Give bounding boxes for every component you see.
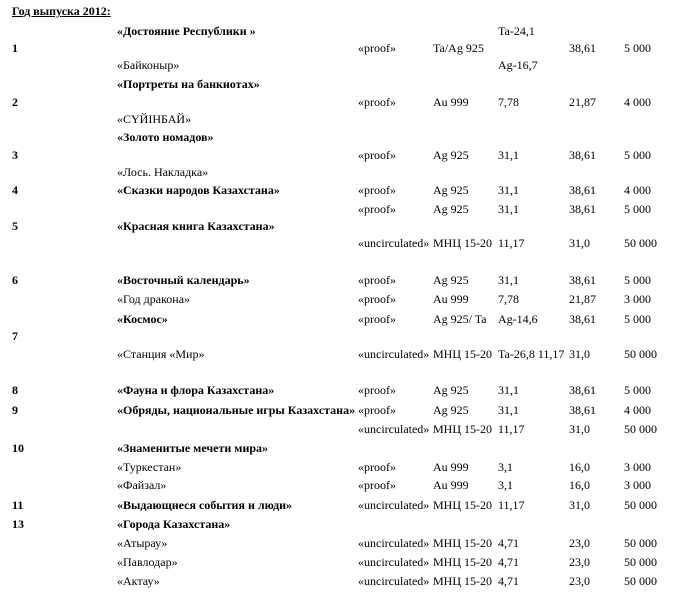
row-23-diameter: 16,0 [569,478,590,492]
row-17-diameter: 31,0 [569,347,590,361]
row-9-num: 4 [12,183,18,197]
row-27-quality: «uncirculated» [358,555,430,569]
row-9-diameter: 38,61 [569,183,596,197]
page-heading: Год выпуска 2012: [12,4,111,18]
row-20-quality: «uncirculated» [358,422,430,436]
row-22-quality: «proof» [358,460,396,474]
row-9-name: «Сказки народов Казахстана» [117,183,280,197]
row-18-num: 8 [12,383,18,397]
row-13-quality: «proof» [358,273,396,287]
row-2-weight: Ag-16,7 [498,58,538,72]
row-12-weight: 11,17 [498,236,525,250]
row-28-name: «Актау» [117,574,160,588]
row-20-diameter: 31,0 [569,422,590,436]
row-1-metal: Ta/Ag 925 [433,41,484,55]
row-3-name: «Портреты на банкнотах» [117,77,260,91]
row-9-metal: Ag 925 [433,183,469,197]
row-18-metal: Ag 925 [433,383,469,397]
row-12-diameter: 31,0 [569,236,590,250]
row-4-metal: Au 999 [433,95,469,109]
row-22-diameter: 16,0 [569,460,590,474]
row-13-weight: 31,1 [498,273,519,287]
row-13-diameter: 38,61 [569,273,596,287]
row-9-quality: «proof» [358,183,396,197]
row-23-metal: Au 999 [433,478,469,492]
row-26-metal: МНЦ 15-20 [433,536,492,550]
row-23-weight: 3,1 [498,478,513,492]
row-18-weight: 31,1 [498,383,519,397]
row-7-metal: Ag 925 [433,148,469,162]
row-4-quality: «proof» [358,95,396,109]
row-27-metal: МНЦ 15-20 [433,555,492,569]
row-1-quality: «proof» [358,41,396,55]
row-27-weight: 4,71 [498,555,519,569]
row-19-weight: 31,1 [498,403,519,417]
row-26-weight: 4,71 [498,536,519,550]
row-22-name: «Туркестан» [117,460,182,474]
row-10-quality: «proof» [358,202,396,216]
row-4-mintage: 4 000 [624,95,651,109]
row-4-weight: 7,78 [498,95,519,109]
row-28-weight: 4,71 [498,574,519,588]
row-12-quality: «uncirculated» [358,236,430,250]
row-28-quality: «uncirculated» [358,574,430,588]
row-21-name: «Знаменитые мечети мира» [117,441,269,455]
row-4-diameter: 21,87 [569,95,596,109]
row-7-num: 3 [12,148,18,162]
row-4-num: 2 [12,95,18,109]
row-19-mintage: 4 000 [624,403,651,417]
row-19-name: «Обряды, национальные игры Казахстана» [117,403,356,417]
row-9-mintage: 4 000 [624,183,651,197]
row-17-metal: МНЦ 15-20 [433,347,492,361]
row-11-num: 5 [12,219,18,233]
row-14-weight: 7,78 [498,292,519,306]
row-15-diameter: 38,61 [569,312,596,326]
row-0-weight: Ta-24,1 [498,24,535,38]
row-10-metal: Ag 925 [433,202,469,216]
row-23-name: «Файзал» [117,478,167,492]
row-10-diameter: 38,61 [569,202,596,216]
row-10-mintage: 5 000 [624,202,651,216]
row-17-mintage: 50 000 [624,347,657,361]
row-7-diameter: 38,61 [569,148,596,162]
row-1-mintage: 5 000 [624,41,651,55]
row-22-mintage: 3 000 [624,460,651,474]
row-15-mintage: 5 000 [624,312,651,326]
row-15-name: «Космос» [117,312,168,326]
row-1-num: 1 [12,41,18,55]
row-0-name: «Достояние Республики » [117,24,256,38]
row-14-name: «Год дракона» [117,292,191,306]
row-23-mintage: 3 000 [624,478,651,492]
row-7-mintage: 5 000 [624,148,651,162]
row-24-mintage: 50 000 [624,498,657,512]
row-21-num: 10 [12,441,24,455]
row-24-metal: МНЦ 15-20 [433,498,492,512]
row-14-quality: «proof» [358,292,396,306]
row-24-quality: «uncirculated» [358,498,430,512]
row-1-diameter: 38,61 [569,41,596,55]
row-28-metal: МНЦ 15-20 [433,574,492,588]
row-13-name: «Восточный календарь» [117,273,250,287]
row-7-quality: «proof» [358,148,396,162]
row-12-mintage: 50 000 [624,236,657,250]
row-18-name: «Фауна и флора Казахстана» [117,383,275,397]
row-20-weight: 11,17 [498,422,525,436]
row-11-name: «Красная книга Казахстана» [117,219,275,233]
row-6-name: «Золото номадов» [117,130,214,144]
row-18-mintage: 5 000 [624,383,651,397]
row-22-metal: Au 999 [433,460,469,474]
row-23-quality: «proof» [358,478,396,492]
row-16-num: 7 [12,329,18,343]
row-17-weight: Ta-26,8 11,17 [498,347,565,361]
row-10-weight: 31,1 [498,202,519,216]
row-25-name: «Города Казахстана» [117,517,231,531]
row-7-weight: 31,1 [498,148,519,162]
row-13-num: 6 [12,273,18,287]
row-15-quality: «proof» [358,312,396,326]
row-17-name: «Станция «Мир» [117,347,205,361]
row-28-diameter: 23,0 [569,574,590,588]
row-20-metal: МНЦ 15-20 [433,422,492,436]
row-19-metal: Ag 925 [433,403,469,417]
row-26-mintage: 50 000 [624,536,657,550]
row-26-diameter: 23,0 [569,536,590,550]
row-17-quality: «uncirculated» [358,347,430,361]
row-27-mintage: 50 000 [624,555,657,569]
row-24-num: 11 [12,498,24,512]
row-27-name: «Павлодар» [117,555,178,569]
row-27-diameter: 23,0 [569,555,590,569]
row-15-metal: Ag 925/ Ta [433,312,487,326]
row-9-weight: 31,1 [498,183,519,197]
row-22-weight: 3,1 [498,460,513,474]
row-8-name: «Лось. Накладка» [117,165,209,179]
row-24-name: «Выдающиеся события и люди» [117,498,293,512]
row-12-metal: МНЦ 15-20 [433,236,492,250]
row-5-name: «СҮЙІНБАЙ» [117,112,192,126]
row-18-diameter: 38,61 [569,383,596,397]
row-2-name: «Байконыр» [117,58,180,72]
row-26-name: «Атырау» [117,536,168,550]
row-19-num: 9 [12,403,18,417]
row-24-diameter: 31,0 [569,498,590,512]
row-19-diameter: 38,61 [569,403,596,417]
row-26-quality: «uncirculated» [358,536,430,550]
row-24-weight: 11,17 [498,498,525,512]
row-14-metal: Au 999 [433,292,469,306]
row-14-mintage: 3 000 [624,292,651,306]
row-13-mintage: 5 000 [624,273,651,287]
row-14-diameter: 21,87 [569,292,596,306]
row-19-quality: «proof» [358,403,396,417]
row-15-weight: Ag-14,6 [498,312,538,326]
row-25-num: 13 [12,517,24,531]
row-28-mintage: 50 000 [624,574,657,588]
row-13-metal: Ag 925 [433,273,469,287]
row-20-mintage: 50 000 [624,422,657,436]
row-18-quality: «proof» [358,383,396,397]
